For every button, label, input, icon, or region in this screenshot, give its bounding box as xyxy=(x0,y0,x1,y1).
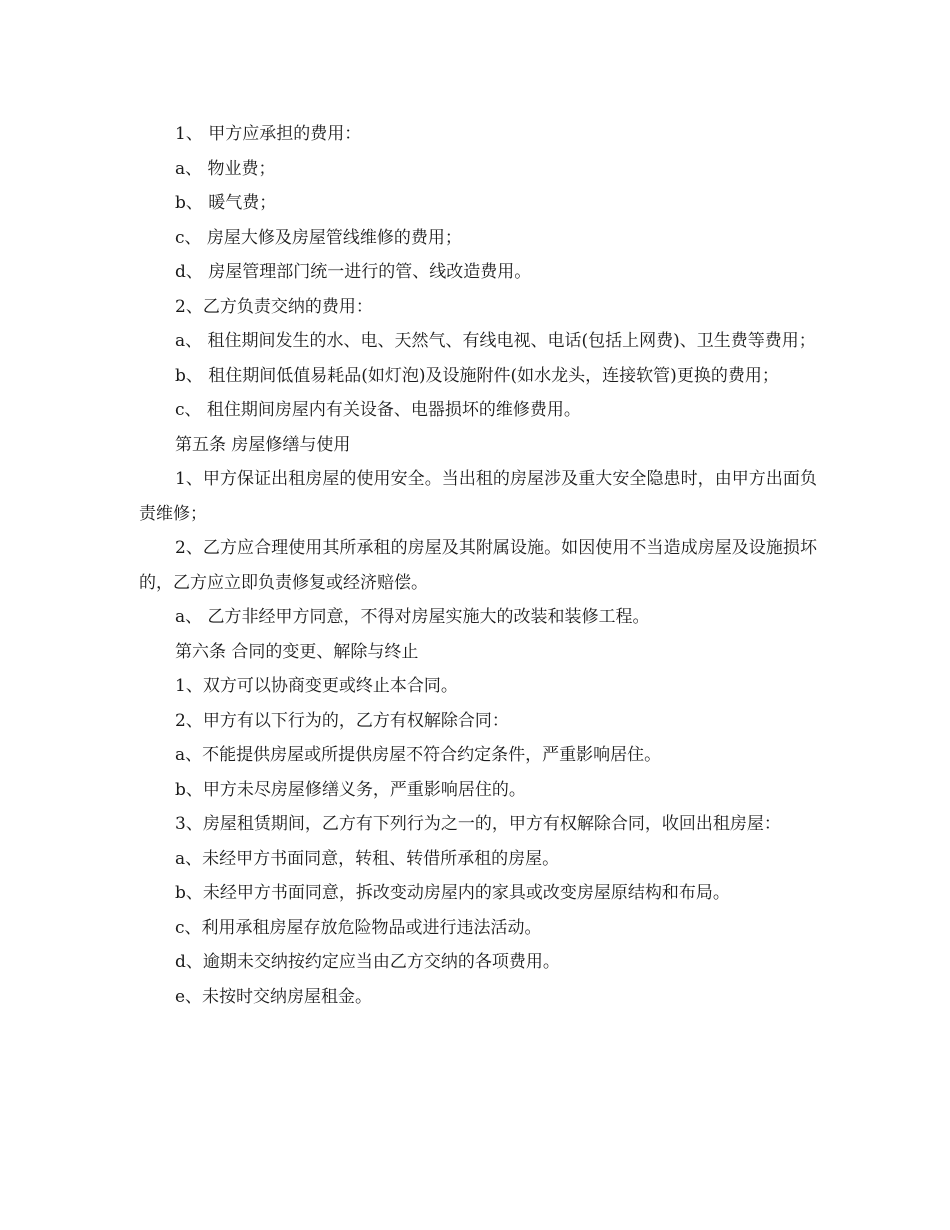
list-item-dangerous-goods: c、利用承租房屋存放危险物品或进行违法活动。 xyxy=(175,917,542,938)
document-body xyxy=(139,117,817,1014)
list-item-safety-guarantee: 1、甲方保证出租房屋的使用安全。当出租的房屋涉及重大安全隐患时，由甲方出面负责维修； xyxy=(139,469,817,524)
list-item-party-a-termination-right: 3、房屋租赁期间，乙方有下列行为之一的，甲方有权解除合同，收回出租房屋： xyxy=(175,814,781,834)
list-item-party-b-fees-heading: 2、乙方负责交纳的费用： xyxy=(175,296,373,317)
list-item-sublease: a、未经甲方书面同意，转租、转借所承租的房屋。 xyxy=(175,848,560,869)
list-item-pipeline-renovation-fee: d、 房屋管理部门统一进行的管、线改造费用。 xyxy=(175,262,532,282)
list-item-overdue-fees: d、逾期未交纳按约定应当由乙方交纳的各项费用。 xyxy=(175,952,560,972)
list-item-utilities-fee: a、 租住期间发生的水、电、天然气、有线电视、电话(包括上网费)、卫生费等费用； xyxy=(175,331,816,351)
list-item-nonconforming-house: a、不能提供房屋或所提供房屋不符合约定条件，严重影响居住。 xyxy=(175,745,662,765)
article-6-heading: 第六条 合同的变更、解除与终止 xyxy=(175,641,419,662)
list-item-repair-obligation: b、甲方未尽房屋修缮义务，严重影响居住的。 xyxy=(175,779,526,800)
list-item-party-b-termination-right: 2、甲方有以下行为的，乙方有权解除合同： xyxy=(175,710,509,731)
list-item-mutual-change: 1、双方可以协商变更或终止本合同。 xyxy=(175,676,458,696)
list-item-reasonable-use: 2、乙方应合理使用其所承租的房屋及其附属设施。如因使用不当造成房屋及设施损坏的，乙方应立即负责修复或经济赔偿。 xyxy=(139,538,817,593)
list-item-property-fee: a、 物业费； xyxy=(175,158,276,179)
list-item-structural-change: b、未经甲方书面同意，拆改变动房屋内的家具或改变房屋原结构和布局。 xyxy=(175,883,730,903)
list-item-consumables-fee: b、 租住期间低值易耗品(如灯泡)及设施附件(如水龙头，连接软管)更换的费用； xyxy=(175,365,779,386)
article-5-heading: 第五条 房屋修缮与使用 xyxy=(175,434,351,455)
list-item-no-renovation: a、 乙方非经甲方同意，不得对房屋实施大的改装和装修工程。 xyxy=(175,607,650,627)
list-item-party-a-fees-heading: 1、 甲方应承担的费用： xyxy=(175,124,362,144)
list-item-unpaid-rent: e、未按时交纳房屋租金。 xyxy=(175,986,373,1007)
list-item-heating-fee: b、 暖气费； xyxy=(175,193,277,213)
list-item-appliance-repair-fee: c、 租住期间房屋内有关设备、电器损坏的维修费用。 xyxy=(175,400,581,420)
list-item-major-repair-fee: c、 房屋大修及房屋管线维修的费用； xyxy=(175,227,462,248)
